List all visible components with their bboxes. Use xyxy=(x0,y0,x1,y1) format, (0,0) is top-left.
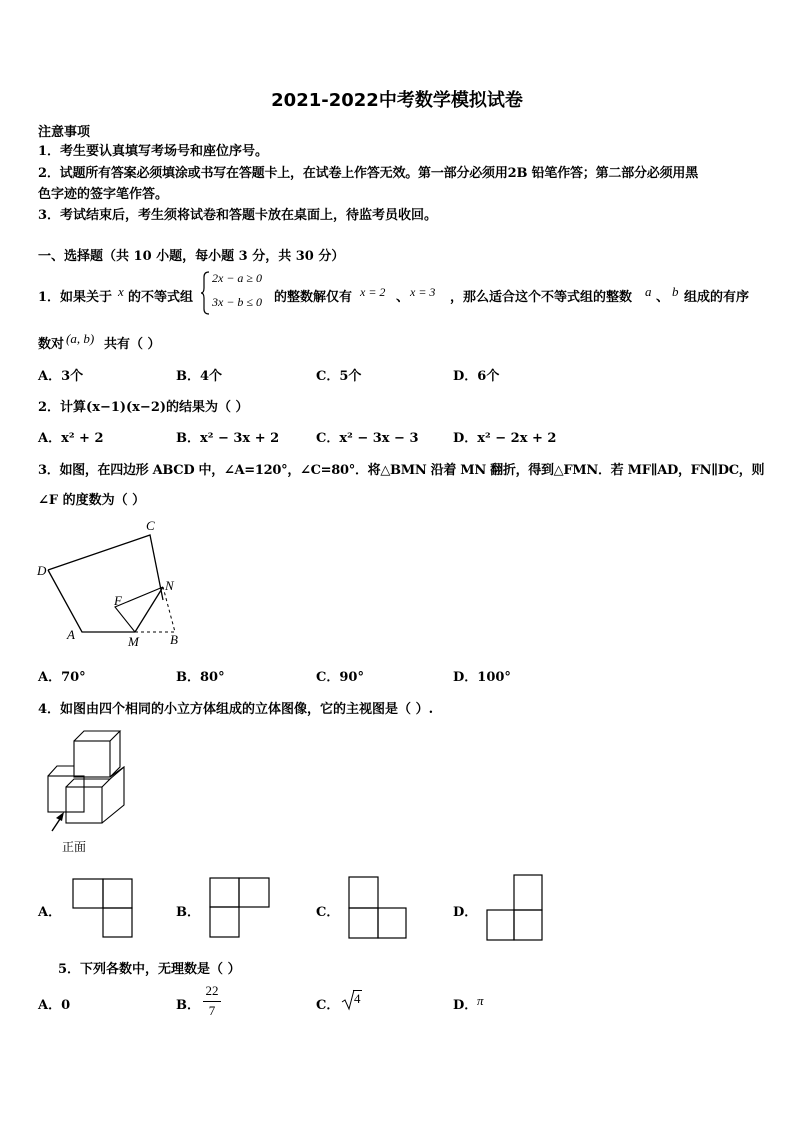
q4-option-d[interactable]: D． xyxy=(453,905,478,920)
q4-option-c[interactable]: C． xyxy=(316,905,340,920)
option-c-view[interactable] xyxy=(348,876,408,940)
fraction-denominator: 7 xyxy=(208,1003,216,1018)
edge-dc-cn xyxy=(48,535,163,600)
cubes-figure xyxy=(40,726,140,832)
edge-mn xyxy=(135,587,163,632)
inequality-1: 2x − a ≥ 0 xyxy=(212,271,263,285)
option-d-view[interactable] xyxy=(486,874,546,942)
sqrt-value: 4 xyxy=(354,991,361,1006)
pi-symbol: π xyxy=(477,993,484,1008)
q1-sol2: x = 3 xyxy=(410,285,436,299)
q1-line2-tail: 共有（ ） xyxy=(104,337,161,352)
q1-option-a[interactable]: A．3个 xyxy=(38,369,84,384)
option-b-view[interactable] xyxy=(209,877,271,939)
q1-mid3: ，那么适合这个不等式组的整数 xyxy=(450,290,633,305)
q1-option-b[interactable]: B．4个 xyxy=(176,369,223,384)
q1-line2-prefix: 数对 xyxy=(38,337,65,352)
notice-item: 2．试题所有答案必须填涂或书写在答题卡上，在试卷上作答无效。第一部分必须用2B 铅笔作答；第二部分必须用黑 xyxy=(38,166,699,181)
q3-option-a[interactable]: A．70° xyxy=(38,670,86,685)
q1-sep2: 、 xyxy=(656,290,670,305)
q4-option-b[interactable]: B． xyxy=(176,905,200,920)
q1-pair: (a, b) xyxy=(66,331,95,346)
option-a-view[interactable] xyxy=(72,878,134,940)
q2-option-a[interactable]: A．x² + 2 xyxy=(38,431,104,446)
fraction-bar xyxy=(203,1001,221,1002)
label-m: M xyxy=(128,634,139,649)
inequality-2: 3x − b ≤ 0 xyxy=(212,295,263,309)
q1-sol1: x = 2 xyxy=(360,285,386,299)
q4-stem: 4．如图由四个相同的小立方体组成的立体图像，它的主视图是（ ）. xyxy=(38,702,434,717)
q5-stem: 5．下列各数中，无理数是（ ） xyxy=(58,962,241,977)
label-n: N xyxy=(165,578,174,593)
q4-option-a[interactable]: A． xyxy=(38,905,62,920)
q1-option-c[interactable]: C．5个 xyxy=(316,369,362,384)
notice-item: 3．考试结束后，考生须将试卷和答题卡放在桌面上，待监考员收回。 xyxy=(38,208,438,223)
q5-option-d[interactable]: D． xyxy=(453,998,478,1013)
q1-var-b: b xyxy=(672,284,679,299)
q5-option-b[interactable]: B． xyxy=(176,998,200,1013)
inequality-system xyxy=(201,271,277,315)
page-title: 2021-2022中考数学模拟试卷 xyxy=(271,90,523,111)
q1-var-x: x xyxy=(118,284,124,299)
label-c: C xyxy=(146,518,155,533)
notice-heading: 注意事项 xyxy=(38,125,91,140)
q3-option-d[interactable]: D．100° xyxy=(453,670,511,685)
q1-tail: 组成的有序 xyxy=(684,290,750,305)
quadrilateral-figure xyxy=(30,515,190,650)
q2-option-d[interactable]: D．x² − 2x + 2 xyxy=(453,431,557,446)
label-d: D xyxy=(37,563,47,578)
q5-option-a[interactable]: A．0 xyxy=(38,998,71,1013)
q2-stem: 2．计算(x−1)(x−2)的结果为（ ） xyxy=(38,400,249,415)
q5-option-c[interactable]: C． xyxy=(316,998,340,1013)
edge-mb-bn-dashed xyxy=(135,587,175,632)
front-label: 正面 xyxy=(62,840,87,854)
label-a: A xyxy=(67,627,75,642)
q3-option-c[interactable]: C．90° xyxy=(316,670,364,685)
q1-var-a: a xyxy=(645,284,652,299)
q1-prefix: 1．如果关于 xyxy=(38,290,113,305)
q2-option-b[interactable]: B．x² − 3x + 2 xyxy=(176,431,280,446)
q3-stem-line1: 3．如图，在四边形 ABCD 中，∠A=120°，∠C=80°．将△BMN 沿着 MN 翻折，得到△FMN．若 MF∥AD，FN∥DC，则 xyxy=(38,463,765,478)
q1-option-d[interactable]: D．6个 xyxy=(453,369,500,384)
q3-stem-line2: ∠F 的度数为（ ） xyxy=(38,493,146,508)
q1-mid2: 的整数解仅有 xyxy=(274,290,353,305)
label-f: F xyxy=(114,593,122,608)
section-heading: 一、选择题（共 10 小题，每小题 3 分，共 30 分） xyxy=(38,249,345,264)
label-b: B xyxy=(170,632,178,647)
q2-option-c[interactable]: C．x² − 3x − 3 xyxy=(316,431,419,446)
notice-item: 1．考生要认真填写考场号和座位序号。 xyxy=(38,144,269,159)
q1-sep: 、 xyxy=(396,290,410,305)
notice-item: 色字迹的签字笔作答。 xyxy=(38,187,169,202)
arrow-head xyxy=(56,812,64,821)
q3-option-b[interactable]: B．80° xyxy=(176,670,225,685)
brace-icon xyxy=(201,271,211,315)
fraction-numerator: 22 xyxy=(205,983,219,998)
q1-mid1: 的不等式组 xyxy=(128,290,194,305)
